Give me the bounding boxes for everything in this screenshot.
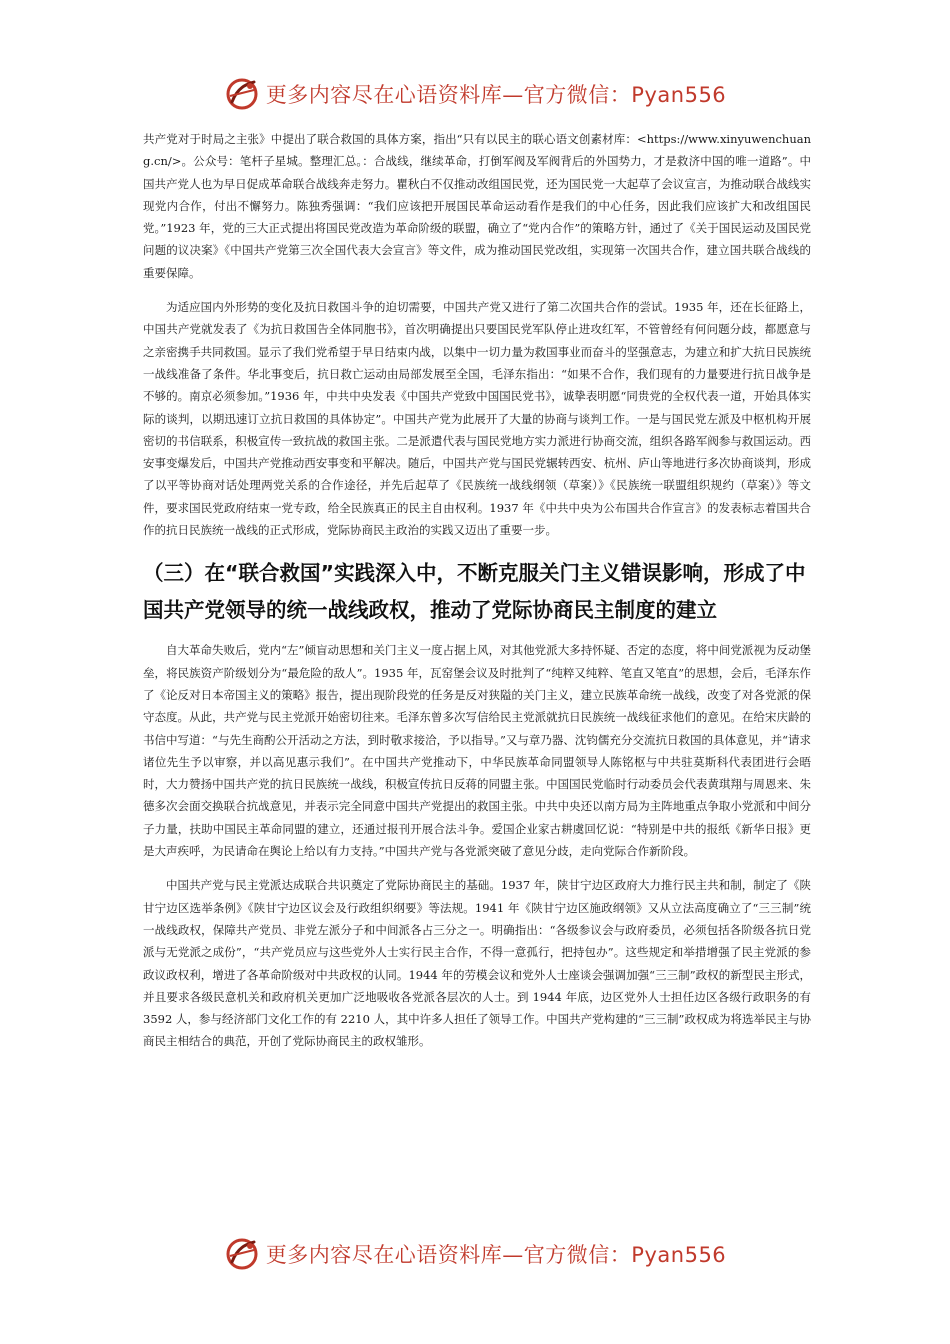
logo-icon xyxy=(224,1236,260,1272)
banner-text: 更多内容尽在心语资料库—官方微信：Pyan556 xyxy=(265,1243,727,1267)
section-heading: （三）在“联合救国”实践深入中，不断克服关门主义错误影响，形成了中国共产党领导的统一战线政权，推动了党际协商民主制度的建立 xyxy=(143,561,806,623)
paragraph: 为适应国内外形势的变化及抗日救国斗争的迫切需要，中国共产党又进行了第二次国共合作的尝试。1935 年，还在长征路上，中国共产党就发表了《为抗日救国告全体同胞书》，首次明确提出只要国民党军队停止进攻红军，不管曾经有何问题分歧，都愿意与之亲密携手共同救国。显示了我们党希望于早日结束内战，以集中一切力量为救国事业而奋斗的坚强意志，为建立和扩大抗日民族统一战线准备了条件。华北事变后，抗日救亡运动由局部发展至全国，毛泽东指出：“如果不合作，我们现有的力量要进行抗日战争是不够的。南京必须参加。”1936 年，中共中央发表《中国共产党致中国国民党书》，诚挚表明愿“同贵党的全权代表一道，开始具体实际的谈判，以期迅速订立抗日救国的具体协定”。中国共产党为此展开了大量的协商与谈判工作。一是与国民党左派及中枢机构开展密切的书信联系，积极宣传一致抗战的救国主张。二是派遣代表与国民党地方实力派进行协商交流，组织各路军阀参与救国运动。西安事变爆发后，中国共产党推动西安事变和平解决。随后，中国共产党与国民党辗转西安、杭州、庐山等地进行多次协商谈判，形成了以平等协商对话处理两党关系的合作途径，并先后起草了《民族统一战线纲领（草案）》《民族统一联盟组织规约（草案）》等文件，要求国民党政府结束一党专政，给全民族真正的民主自由权利。1937 年《中共中央为公布国共合作宣言》的发表标志着国共合作的抗日民族统一战线的正式形成，党际协商民主政治的实践又迈出了重要一步。 xyxy=(143,300,811,538)
paragraph: 共产党对于时局之主张》中提出了联合救国的具体方案，指出“只有以民主的联心语文创素材库：<https://www.xinyuwenchuang.cn/>。公众号：笔杆子星城。整理汇总。：合战线，继续革命，打倒军阀及军阀背后的外国势力，才是救济中国的唯一道路”。中国共产党人也为早日促成革命联合战线奔走努力。瞿秋白不仅推动改组国民党，还为国民党一大起草了会议宣言，为推动联合战线实现党内合作，付出不懈努力。陈独秀强调：“我们应该把开展国民革命运动看作是我们的中心任务，因此我们应该扩大和改组国民党。”1923 年，党的三大正式提出将国民党改造为革命阶级的联盟，确立了“党内合作”的策略方针，通过了《关于国民运动及国民党问题的议决案》《中国共产党第三次全国代表大会宣言》等文件，成为推动国民党改组，实现第一次国共合作，建立国共联合战线的重要保障。 xyxy=(143,132,811,280)
paragraph: 中国共产党与民主党派达成联合共识奠定了党际协商民主的基础。1937 年，陕甘宁边区政府大力推行民主共和制，制定了《陕甘宁边区选举条例》《陕甘宁边区议会及行政组织纲要》等法规。1941 年《陕甘宁边区施政纲领》又从立法高度确立了“三三制”统一战线政权，保障共产党员、非党左派分子和中间派各占三分之一。明确指出：“各级参议会与政府委员，必须包括各阶级各抗日党派与无党派之成份”，“共产党员应与这些党外人士实行民主合作，不得一意孤行，把持包办”。这些规定和举措增强了民主党派的参政议政权利，增进了各革命阶级对中共政权的认同。1944 年的劳模会议和党外人士座谈会强调加强“三三制”政权的新型民主形式，并且要求各级民意机关和政府机关更加广泛地吸收各党派各层次的人士。到 1944 年底，边区党外人士担任边区各级行政职务的有 3592 人，参与经济部门文化工作的有 2210 人，其中许多人担任了领导工作。中国共产党构建的“三三制”政权成为将选举民主与协商民主相结合的典范，开创了党际协商民主的政权雏形。 xyxy=(143,878,811,1049)
document-body xyxy=(143,128,811,1053)
paragraph: 自大革命失败后，党内“左”倾盲动思想和关门主义一度占据上风，对其他党派大多持怀疑、否定的态度，将中间党派视为反动堡垒，将民族资产阶级划分为“最危险的敌人”。1935 年，瓦窑堡会议及时批判了“纯粹又纯粹、笔直又笔直”的思想，会后，毛泽东作了《论反对日本帝国主义的策略》报告，提出现阶段党的任务是反对狭隘的关门主义，建立民族革命统一战线，改变了对各党派的保守态度。从此，共产党与民主党派开始密切往来。毛泽东曾多次写信给民主党派就抗日民族统一战线征求他们的意见。在给宋庆龄的书信中写道：“与先生商酌公开活动之方法，到时敬求接洽，予以指导。”又与章乃器、沈钧儒充分交流抗日救国的具体意见，并“请求诸位先生予以审察，并以高见惠示我们”。在中国共产党推动下，中华民族革命同盟领导人陈铭枢与中共驻莫斯科代表团进行会晤时，大力赞扬中国共产党的抗日民族统一战线，积极宣传抗日反蒋的同盟主张。中国国民党临时行动委员会代表黄琪翔与周恩来、朱德多次会面交换联合抗战意见，并表示完全同意中国共产党提出的救国主张。中共中央还以南方局为主阵地重点争取小党派和中间分子力量，扶助中国民主革命同盟的建立，还通过报刊开展合法斗争。爱国企业家古耕虞回忆说：“特别是中共的报纸《新华日报》更是大声疾呼，为民请命在舆论上给以有力支持。”中国共产党与各党派突破了意见分歧，走向党际合作新阶段。 xyxy=(143,643,811,859)
banner-text: 更多内容尽在心语资料库—官方微信：Pyan556 xyxy=(265,83,727,107)
header-banner xyxy=(0,72,950,116)
logo-icon xyxy=(224,76,260,112)
footer-banner xyxy=(0,1232,950,1276)
